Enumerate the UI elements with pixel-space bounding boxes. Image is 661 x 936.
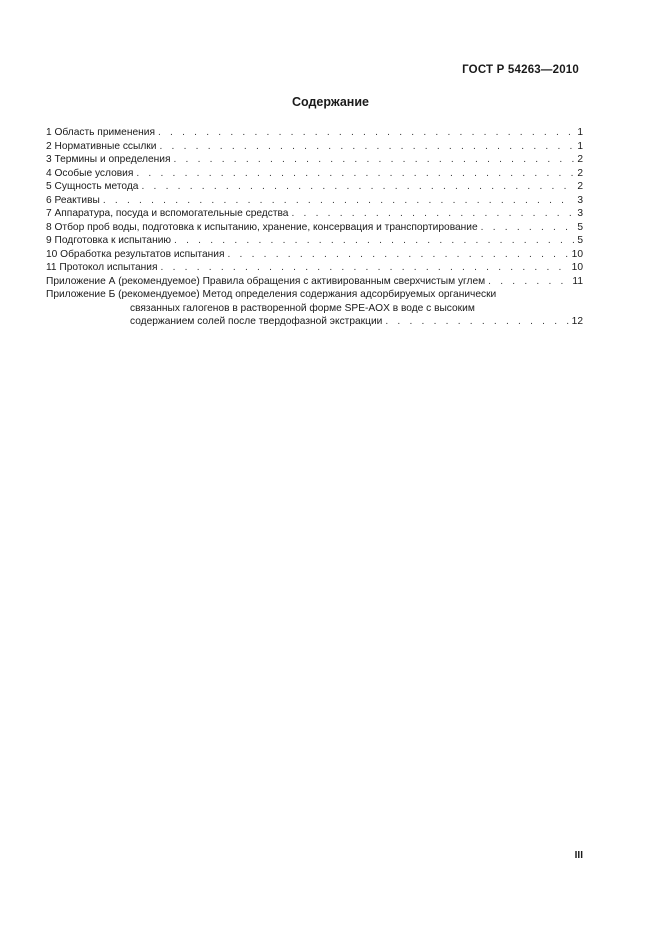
toc-leader <box>385 315 568 329</box>
toc-appendix-b[interactable] <box>46 288 583 329</box>
toc-entry-page: 5 <box>577 235 583 246</box>
toc-entry-label: 2 Нормативные ссылки <box>46 140 157 152</box>
toc-entry-label: 11 Протокол испытания <box>46 262 158 273</box>
toc-entry-page: 3 <box>577 194 583 206</box>
toc-leader <box>291 207 574 221</box>
toc-entry-label: 9 Подготовка к испытанию <box>46 235 172 246</box>
toc-leader <box>159 140 574 154</box>
toc-entry-label: 7 Аппаратура, посуда и вспомогательные средства <box>46 208 289 219</box>
toc-appendix-b-line2: связанных галогенов в растворенной форме SPE-AOX в воде с высоким <box>130 302 475 314</box>
toc-entry-page: 2 <box>577 154 583 165</box>
toc-entry[interactable] <box>46 194 583 208</box>
toc-appendix-b-label: содержанием солей после твердофазной экстракции <box>130 316 383 327</box>
toc-entry[interactable] <box>46 261 583 275</box>
toc-entry-page: 3 <box>577 208 583 219</box>
toc-entry[interactable] <box>46 180 583 194</box>
toc-appendix-a[interactable] <box>46 275 583 289</box>
toc-leader <box>174 234 574 248</box>
toc-entry[interactable] <box>46 234 583 248</box>
toc-appendix-a-label: Приложение А (рекомендуемое) Правила обращения с активированным сверхчистым углем <box>46 275 486 287</box>
toc-leader <box>141 180 574 194</box>
toc-entry-label: 1 Область применения <box>46 127 155 138</box>
toc-entry-page: 10 <box>571 248 583 260</box>
toc-entry-page: 5 <box>577 221 583 233</box>
toc-entry-label: 5 Сущность метода <box>46 181 139 192</box>
toc-entry[interactable] <box>46 221 583 235</box>
toc-appendix-b-line3 <box>46 315 583 329</box>
table-of-contents <box>46 126 583 329</box>
toc-entry[interactable] <box>46 167 583 181</box>
toc-entry[interactable] <box>46 140 583 154</box>
page-title: Содержание <box>291 95 369 109</box>
toc-leader <box>103 194 574 208</box>
toc-leader <box>158 126 574 140</box>
toc-entry-label: 8 Отбор проб воды, подготовка к испытанию, хранение, консервация и транспортирование <box>46 221 478 233</box>
document-header: ГОСТ Р 54263—2010 <box>462 64 579 76</box>
toc-entry[interactable] <box>46 248 583 262</box>
toc-appendix-a-page: 11 <box>572 275 583 287</box>
toc-leader <box>228 248 569 262</box>
toc-entry-label: 3 Термины и определения <box>46 154 171 165</box>
toc-entry-label: 6 Реактивы <box>46 194 100 206</box>
toc-leader <box>488 275 569 289</box>
toc-entry-page: 10 <box>571 262 583 273</box>
toc-leader <box>136 167 574 181</box>
toc-appendix-b-line1: Приложение Б (рекомендуемое) Метод определения содержания адсорбируемых органически <box>46 289 497 300</box>
toc-entry-page: 2 <box>577 167 583 179</box>
toc-leader <box>161 261 569 275</box>
toc-entry[interactable] <box>46 126 583 140</box>
page-number: III <box>574 850 583 861</box>
toc-entry[interactable] <box>46 207 583 221</box>
toc-appendix-b-page: 12 <box>571 316 583 327</box>
toc-entries <box>46 126 583 275</box>
toc-leader <box>173 153 574 167</box>
toc-leader <box>481 221 575 235</box>
toc-entry-label: 10 Обработка результатов испытания <box>46 248 225 260</box>
toc-entry-page: 1 <box>577 140 583 152</box>
toc-entry[interactable] <box>46 153 583 167</box>
toc-entry-page: 2 <box>577 181 583 192</box>
toc-entry-page: 1 <box>577 127 583 138</box>
toc-entry-label: 4 Особые условия <box>46 167 134 179</box>
